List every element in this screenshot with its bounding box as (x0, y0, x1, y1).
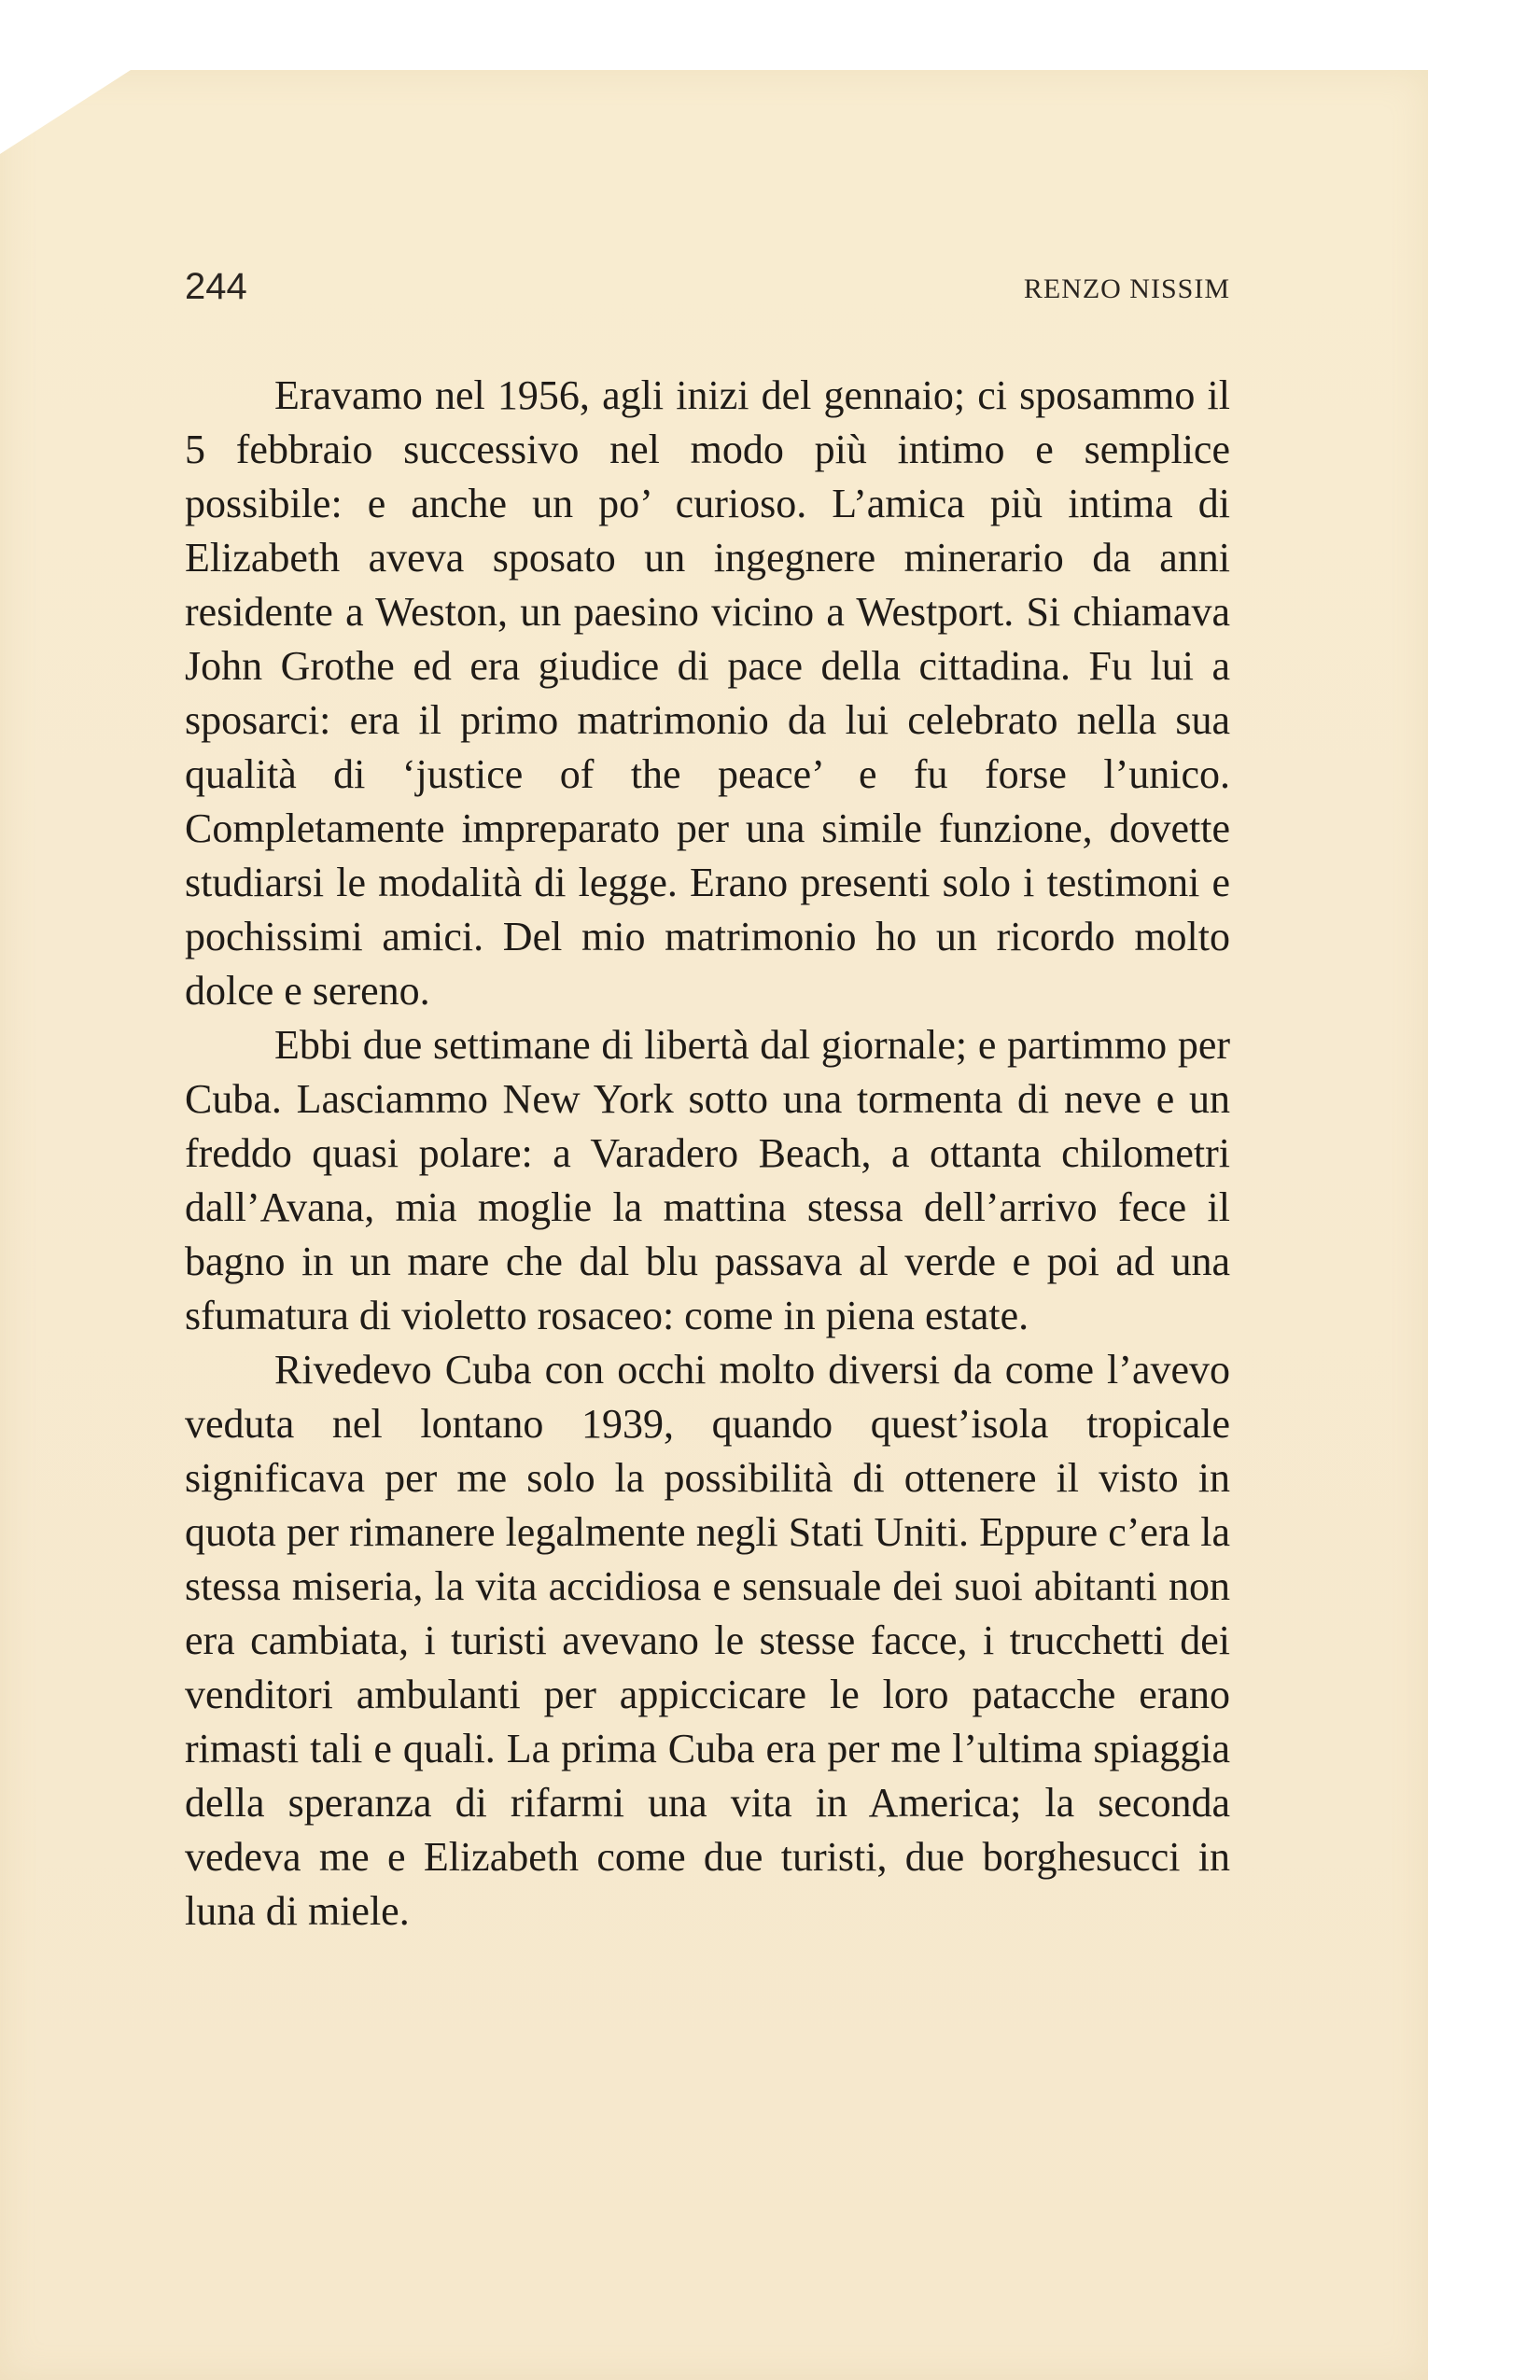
page-number: 244 (185, 266, 247, 307)
paragraph-3: Rivedevo Cuba con occhi molto diversi da come l’avevo veduta nel lontano 1939, quando quest’isola tropicale significava per me solo la possibilità di ottenere il visto in quota per rimanere legalmente negli Stati Uniti. Eppure c’era la stessa miseria, la vita accidiosa e sensuale dei suoi abitanti non era cambiata, i turisti avevano le stesse facce, i trucchetti dei venditori ambulanti per appiccicare le loro patacche erano rimasti tali e quali. La prima Cuba era per me l’ultima spiaggia della speranza di rifarmi una vita in America; la seconda vedeva me e Elizabeth come due turisti, due borghesucci in luna di miele. (185, 1347, 1230, 1934)
body-text (185, 369, 1230, 1939)
paragraph-2: Ebbi due settimane di libertà dal giornale; e partimmo per Cuba. Lasciammo New York sotto una tormenta di neve e un freddo quasi polare: a Varadero Beach, a ottanta chilometri dall’Avana, mia moglie la mattina stessa dell’arrivo fece il bagno in un mare che dal blu passava al verde e poi ad una sfumatura di violetto rosaceo: come in piena estate. (185, 1022, 1230, 1338)
torn-page-corner (0, 70, 131, 154)
paragraph-1: Eravamo nel 1956, agli inizi del gennaio; ci sposammo il 5 febbraio successivo nel modo più intimo e semplice possibile: e anche un po’ curioso. L’amica più intima di Elizabeth aveva sposato un ingegnere minerario da anni residente a Weston, un paesino vicino a Westport. Si chiamava John Grothe ed era giudice di pace della cittadina. Fu lui a sposarci: era il primo matrimonio da lui celebrato nella sua qualità di ‘justice of the peace’ e fu forse l’unico. Completamente impreparato per una simile funzione, dovette studiarsi le modalità di legge. Erano presenti solo i testimoni e pochissimi amici. Del mio matrimonio ho un ricordo molto dolce e sereno. (185, 372, 1230, 1014)
running-title: RENZO NISSIM (1023, 273, 1230, 304)
running-head (185, 266, 1230, 322)
